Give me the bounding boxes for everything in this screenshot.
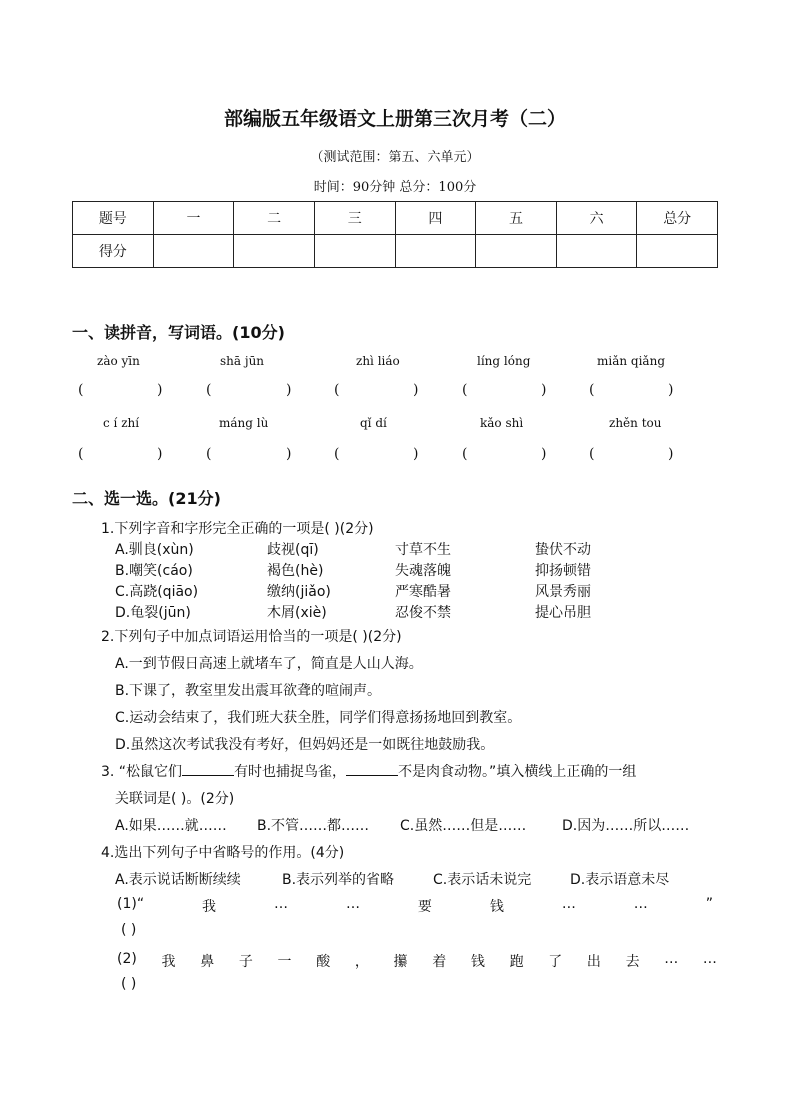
q1-word: 蛰伏不动	[535, 542, 591, 558]
sentence-char: 钱	[489, 899, 504, 915]
sentence-char: 了	[548, 954, 563, 970]
table-cell: 五	[476, 202, 557, 235]
test-scope: （测试范围：第五、六单元）	[310, 150, 480, 165]
q2-option: C.运动会结束了，我们班大获全胜，同学们得意扬扬地回到教室。	[115, 710, 522, 726]
q3-option: A.如果……就……	[115, 818, 227, 834]
q1-word: 缴纳(jiǎo)	[267, 584, 331, 600]
table-cell: 四	[395, 202, 476, 235]
q4-option: A.表示说话断断续续	[115, 872, 241, 888]
q2-option: D.虽然这次考试我没有考好，但妈妈还是一如既往地鼓励我。	[115, 737, 495, 753]
question-4-stem: 4.选出下列句子中省略号的作用。(4分)	[101, 845, 345, 861]
q3-option: B.不管……都……	[257, 818, 370, 834]
sentence-char: (2)	[117, 951, 137, 967]
q1-word: 歧视(qī)	[267, 542, 319, 558]
sentence-char: …	[561, 896, 576, 912]
q1-option: A.驯良(xùn)	[115, 542, 194, 558]
table-cell: 一	[153, 202, 234, 235]
sentence-char: 我	[161, 954, 176, 970]
q1-option: D.龟裂(jūn)	[115, 605, 191, 621]
answer-paren-close: )	[668, 446, 674, 462]
table-cell: 题号	[73, 202, 154, 235]
q1-word: 失魂落魄	[395, 563, 451, 579]
pinyin: zào yīn	[97, 354, 140, 368]
answer-paren-close: )	[157, 382, 163, 398]
answer-paren-close: )	[541, 382, 547, 398]
sentence-char: …	[702, 951, 717, 967]
page-title: 部编版五年级语文上册第三次月考（二）	[223, 108, 566, 130]
table-cell: 得分	[73, 235, 154, 268]
score-input-cell[interactable]	[556, 235, 637, 268]
pinyin: shā jūn	[220, 354, 265, 368]
section-1-heading: 一、读拼音，写词语。(10分)	[72, 323, 285, 342]
table-row	[73, 202, 718, 235]
q1-word: 木屑(xiè)	[267, 605, 327, 621]
score-input-cell[interactable]	[153, 235, 234, 268]
answer-paren-open: (	[334, 446, 340, 462]
answer-paren[interactable]: ( )	[121, 976, 137, 992]
sentence-char: 子	[238, 954, 253, 970]
table-cell: 三	[314, 202, 395, 235]
section-2-heading: 二、选一选。(21分)	[72, 489, 221, 508]
sentence-char: …	[345, 896, 360, 912]
sentence-char: 攥	[393, 954, 408, 970]
score-input-cell[interactable]	[314, 235, 395, 268]
sentence-char: 出	[586, 954, 601, 970]
pinyin: miǎn qiǎng	[597, 354, 665, 368]
answer-paren-open: (	[462, 382, 468, 398]
score-input-cell[interactable]	[395, 235, 476, 268]
q4-sentence-1	[117, 896, 713, 916]
table-cell: 二	[234, 202, 315, 235]
answer-paren-close: )	[286, 382, 292, 398]
q4-sentence-2	[117, 951, 717, 971]
sentence-char: 我	[202, 899, 217, 915]
table-cell: 总分	[637, 202, 718, 235]
q1-option: C.高跷(qiāo)	[115, 584, 199, 600]
pinyin: máng lù	[219, 416, 269, 430]
sentence-char: 一	[277, 954, 292, 970]
answer-paren-close: )	[413, 446, 419, 462]
q2-option: A.一到节假日高速上就堵车了，简直是人山人海。	[115, 656, 423, 672]
q1-word: 褐色(hè)	[267, 563, 324, 579]
q3-option: D.因为……所以……	[562, 818, 690, 834]
pinyin: qǐ dí	[360, 416, 387, 430]
q1-word: 严寒酷暑	[395, 584, 451, 600]
fill-blank-line[interactable]	[182, 761, 234, 776]
score-input-cell[interactable]	[476, 235, 557, 268]
score-table	[72, 201, 718, 268]
q1-word: 风景秀丽	[535, 584, 591, 600]
pinyin: c í zhí	[103, 416, 140, 430]
answer-paren-open: (	[589, 446, 595, 462]
question-3-stem	[101, 761, 636, 781]
q4-option: B.表示列举的省略	[282, 872, 395, 888]
table-row	[73, 235, 718, 268]
sentence-char: ”	[705, 896, 713, 912]
q1-word: 抑扬顿错	[535, 563, 591, 579]
sentence-char: …	[664, 951, 679, 967]
sentence-char: 钱	[470, 954, 485, 970]
sentence-char: 去	[625, 954, 640, 970]
pinyin: zhěn tou	[609, 416, 662, 430]
pinyin: zhì liáo	[356, 354, 400, 368]
fill-blank-line[interactable]	[346, 761, 398, 776]
q3-option: C.虽然……但是……	[400, 818, 527, 834]
q3-text: 不是肉食动物。”填入横线上正确的一组	[398, 764, 637, 780]
pinyin: líng lóng	[477, 354, 531, 368]
answer-paren-open: (	[206, 446, 212, 462]
sentence-char: (1)“	[117, 896, 145, 912]
answer-paren-open: (	[78, 446, 84, 462]
answer-paren-close: )	[413, 382, 419, 398]
sentence-char: ，	[354, 954, 369, 970]
score-input-cell[interactable]	[234, 235, 315, 268]
q4-option: D.表示语意未尽	[570, 872, 670, 888]
answer-paren-close: )	[286, 446, 292, 462]
table-cell: 六	[556, 202, 637, 235]
answer-paren-open: (	[78, 382, 84, 398]
sentence-char: 要	[417, 899, 432, 915]
sentence-char: 酸	[316, 954, 331, 970]
answer-paren-close: )	[541, 446, 547, 462]
pinyin: kǎo shì	[480, 416, 524, 430]
q1-word: 寸草不生	[395, 542, 451, 558]
question-2-stem: 2.下列句子中加点词语运用恰当的一项是( )(2分)	[101, 629, 402, 645]
q3-text: 3. “松鼠它们	[101, 764, 183, 780]
q1-option: B.嘲笑(cáo)	[115, 563, 193, 579]
sentence-char: 跑	[509, 954, 524, 970]
question-1-stem: 1.下列字音和字形完全正确的一项是( )(2分)	[101, 521, 374, 537]
q1-word: 忍俊不禁	[395, 605, 451, 621]
answer-paren-close: )	[157, 446, 163, 462]
q4-option: C.表示话未说完	[433, 872, 532, 888]
answer-paren[interactable]: ( )	[121, 922, 137, 938]
answer-paren-open: (	[334, 382, 340, 398]
answer-paren-open: (	[462, 446, 468, 462]
q1-word: 提心吊胆	[535, 605, 591, 621]
score-input-cell[interactable]	[637, 235, 718, 268]
sentence-char: …	[274, 896, 288, 912]
q3-text: 有时也捕捉鸟雀，	[234, 764, 347, 780]
sentence-char: 鼻	[200, 954, 215, 970]
answer-paren-open: (	[589, 382, 595, 398]
sentence-char: …	[633, 896, 648, 912]
question-3-line2: 关联词是( )。(2分)	[115, 791, 235, 807]
answer-paren-open: (	[206, 382, 212, 398]
sentence-char: 着	[432, 954, 447, 970]
answer-paren-close: )	[668, 382, 674, 398]
q2-option: B.下课了，教室里发出震耳欲聋的喧闹声。	[115, 683, 382, 699]
time-and-score: 时间：90分钟 总分：100分	[313, 180, 477, 195]
